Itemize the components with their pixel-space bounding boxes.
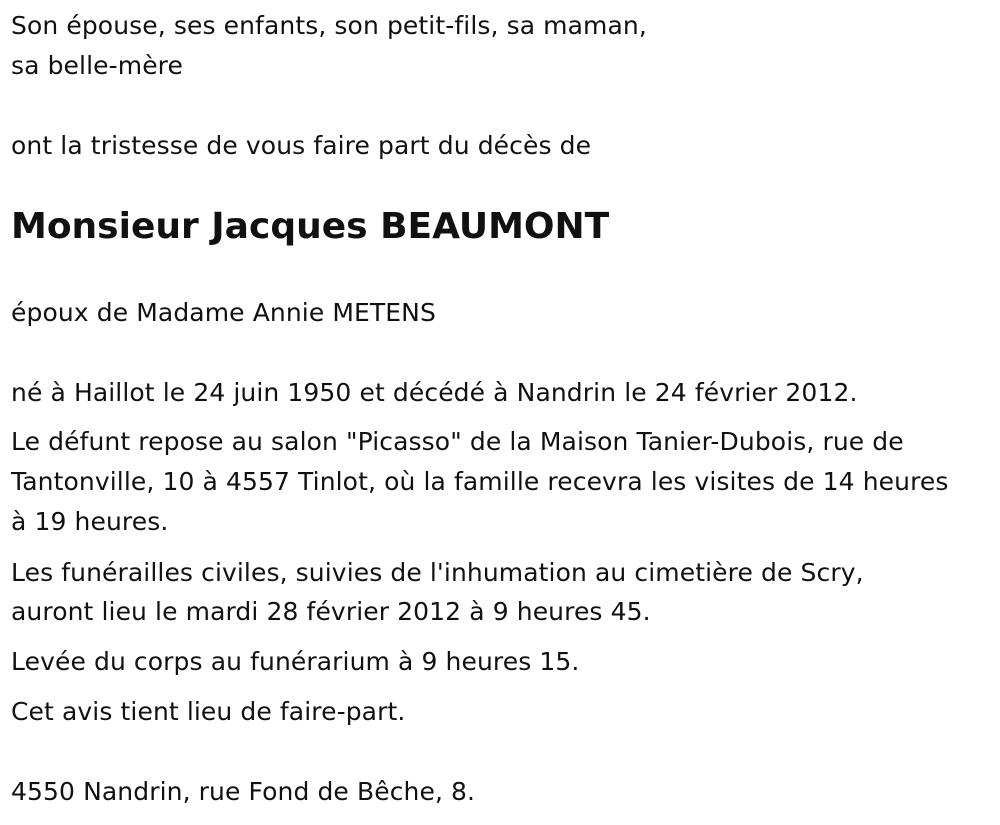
notice-text: Cet avis tient lieu de faire-part.	[11, 697, 406, 726]
levee-text: Levée du corps au funérarium à 9 heures 15.	[11, 647, 580, 676]
spouse-text: époux de Madame Annie METENS	[11, 298, 436, 327]
rest-info-line-3: à 19 heures.	[11, 507, 169, 536]
address-text: 4550 Nandrin, rue Fond de Bêche, 8.	[11, 777, 476, 806]
funeral-line-2: auront lieu le mardi 28 février 2012 à 9 heures 45.	[11, 597, 651, 626]
intro-line-1: Son épouse, ses enfants, son petit-fils, sa maman,	[11, 11, 647, 40]
deceased-name: Monsieur Jacques BEAUMONT	[11, 206, 610, 247]
rest-info-line-2: Tantonville, 10 à 4557 Tinlot, où la famille recevra les visites de 14 heures	[11, 467, 949, 496]
funeral-line-1: Les funérailles civiles, suivies de l'inhumation au cimetière de Scry,	[11, 558, 864, 587]
announcement-text: ont la tristesse de vous faire part du décès de	[11, 131, 592, 160]
birth-death-text: né à Haillot le 24 juin 1950 et décédé à Nandrin le 24 février 2012.	[11, 378, 858, 407]
rest-info-line-1: Le défunt repose au salon "Picasso" de la Maison Tanier-Dubois, rue de	[11, 427, 904, 456]
intro-line-2: sa belle-mère	[11, 51, 183, 80]
